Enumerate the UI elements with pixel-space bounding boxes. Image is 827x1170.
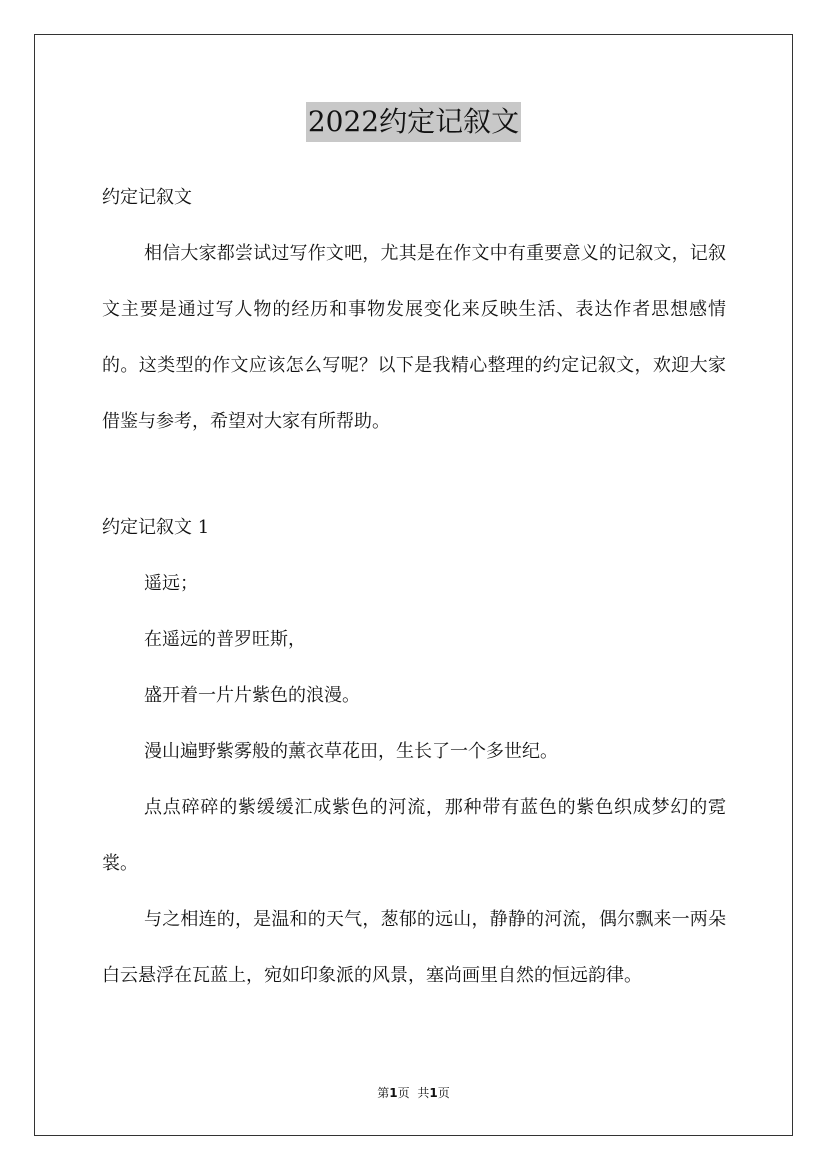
intro-heading: 约定记叙文 [102, 187, 192, 208]
footer-page-suffix: 页 [397, 1086, 410, 1100]
body-paragraph: 与之相连的，是温和的天气，葱郁的远山，静静的河流，偶尔飘来一两朵白云悬浮在瓦蓝上，宛如印象派的风景，塞尚画里自然的恒远韵律。 [102, 909, 726, 986]
footer-page-number: 1 [389, 1086, 398, 1100]
body-paragraph: 遥远； [144, 573, 198, 594]
intro-paragraph: 相信大家都尝试过写作文吧，尤其是在作文中有重要意义的记叙文，记叙文主要是通过写人物的经历和事物发展变化来反映生活、表达作者思想感情的。这类型的作文应该怎么写呢？以下是我精心整理的约定记叙文，欢迎大家借鉴与参考，希望对大家有所帮助。 [102, 243, 726, 432]
body-paragraph: 点点碎碎的紫缓缓汇成紫色的河流，那种带有蓝色的紫色织成梦幻的霓裳。 [102, 797, 726, 874]
body-paragraph: 漫山遍野紫雾般的薰衣草花田，生长了一个多世纪。 [144, 741, 558, 762]
body-paragraph: 在遥远的普罗旺斯， [144, 629, 306, 650]
body-paragraph: 盛开着一片片紫色的浪漫。 [144, 685, 360, 706]
document-title: 2022约定记叙文 [306, 102, 521, 142]
title-container [0, 102, 827, 142]
footer-total-suffix: 页 [437, 1086, 450, 1100]
footer-total-prefix: 共 [417, 1086, 430, 1100]
footer-page-prefix: 第 [377, 1086, 390, 1100]
section-heading: 约定记叙文 1 [102, 517, 210, 538]
document-body [102, 170, 726, 1004]
footer-total-number: 1 [429, 1086, 438, 1100]
page-footer [0, 1084, 827, 1102]
section-gap [102, 450, 726, 500]
